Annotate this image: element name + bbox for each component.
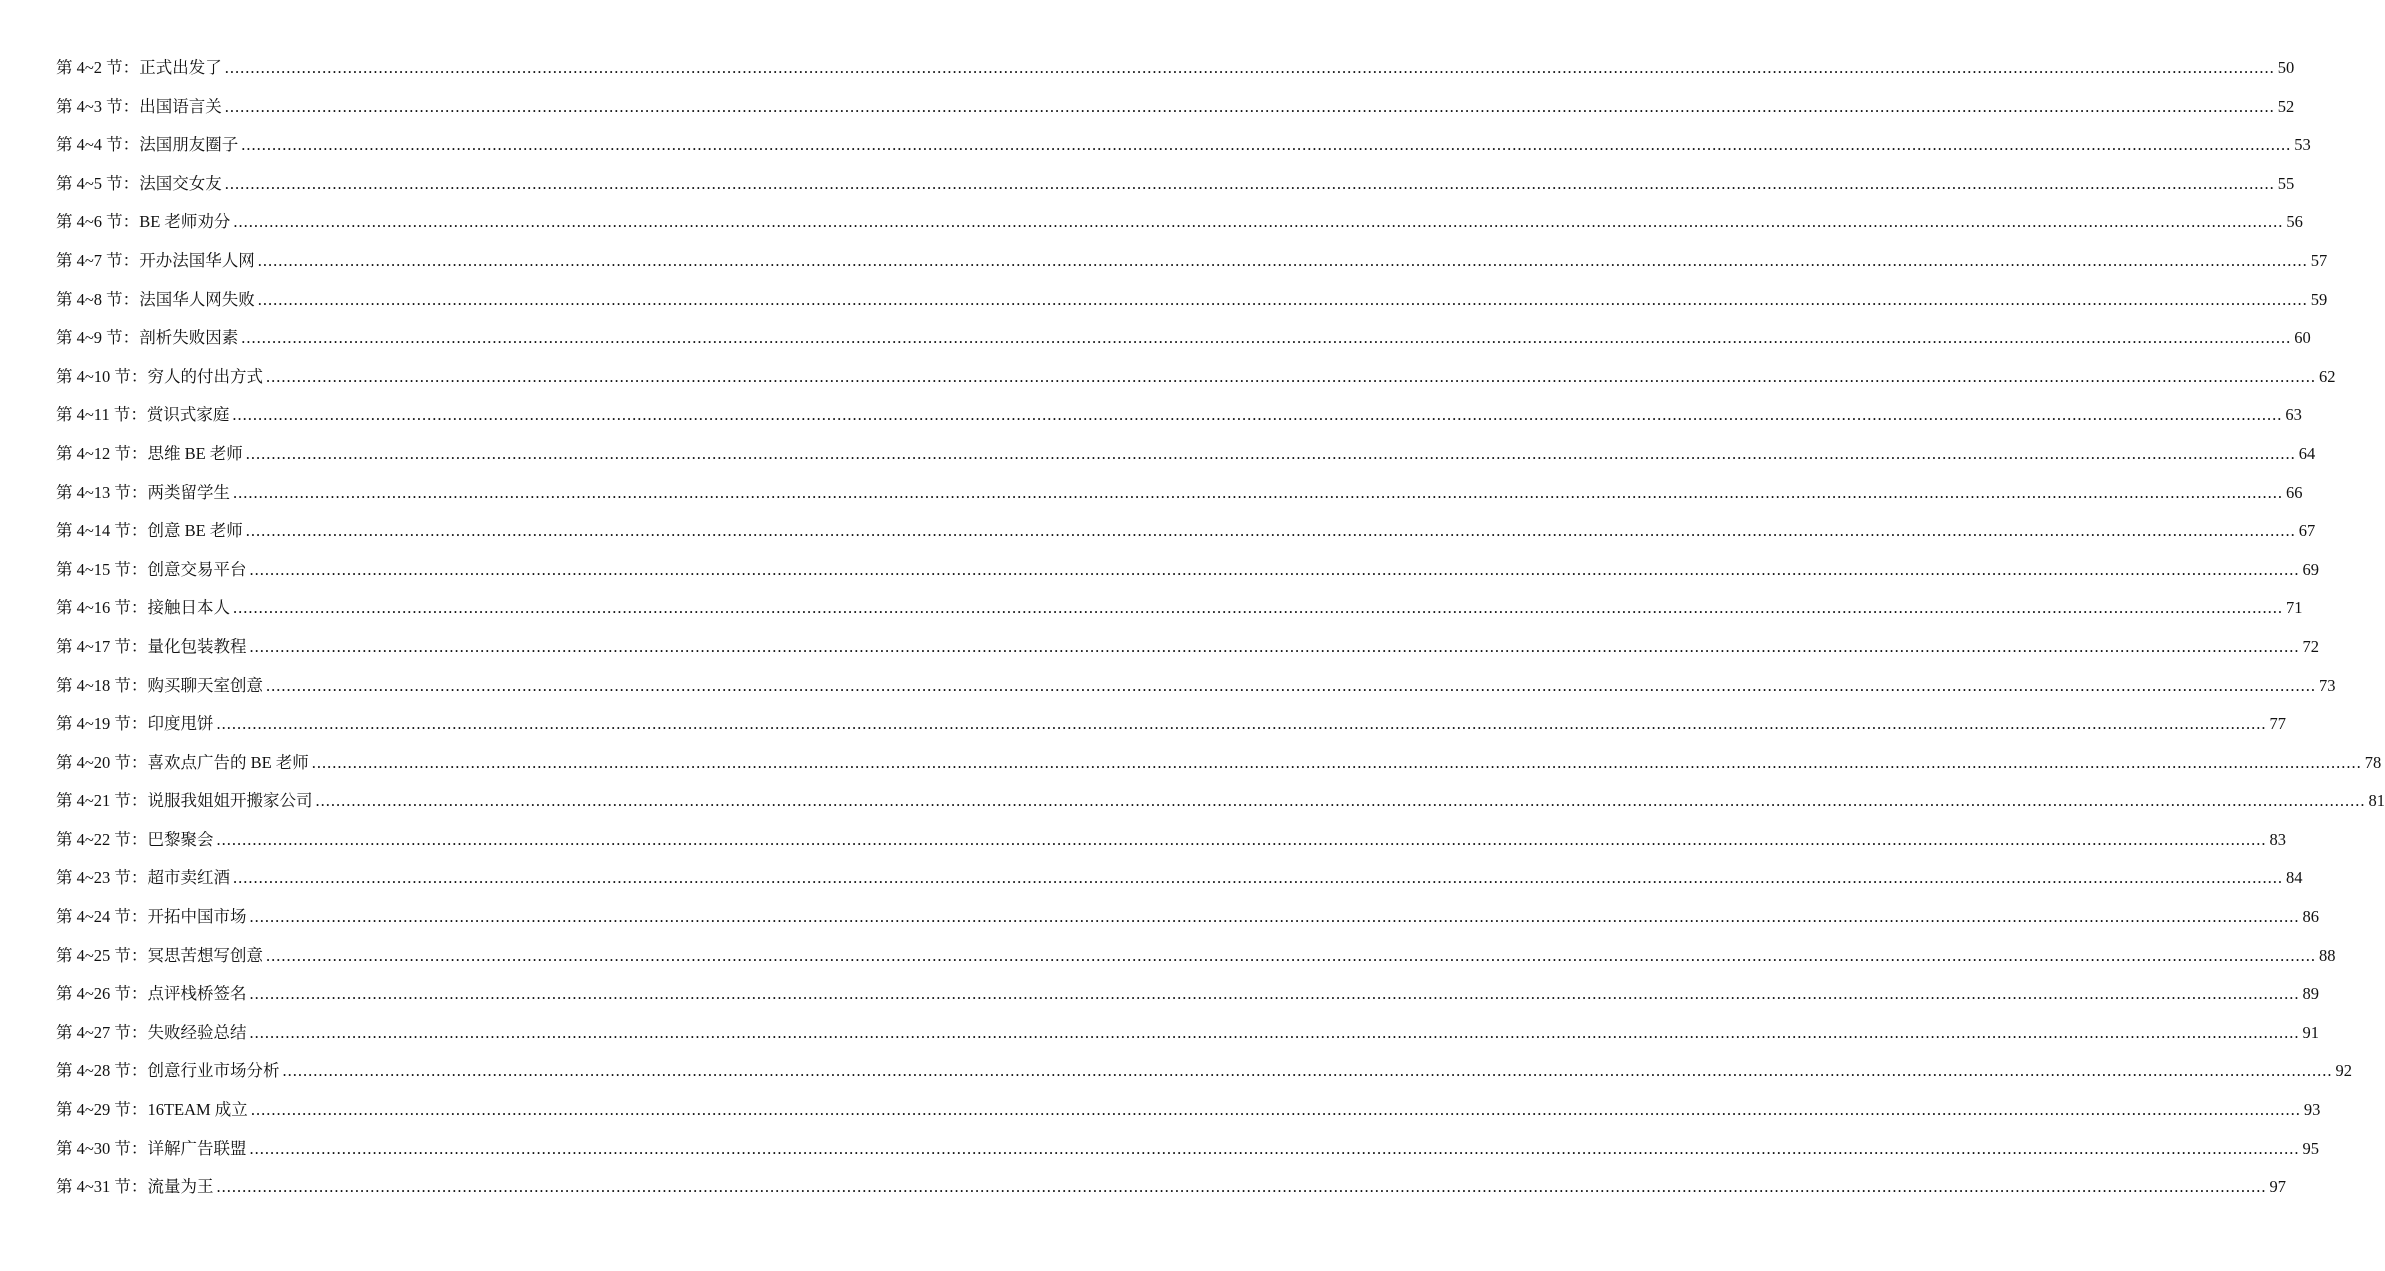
dot-leader: ................................................................................................................................................................................................................................................................................................................................................................................................................ (245, 521, 2296, 541)
toc-entry (56, 825, 2286, 864)
toc-page-number: 93 (2303, 1100, 2321, 1120)
toc-entry (56, 632, 2319, 671)
toc-entry (56, 979, 2319, 1018)
toc-entry-label (56, 207, 230, 237)
toc-page-number: 84 (2285, 868, 2303, 888)
toc-page-number: 91 (2302, 1022, 2319, 1042)
toc-entry-label (56, 593, 230, 623)
toc-section-title: 两类留学生 (147, 482, 230, 502)
toc-section-title: 冥思苦想写创意 (147, 945, 263, 965)
toc-entry (56, 323, 2311, 362)
toc-entry-label (56, 941, 263, 971)
toc-section-title: 穷人的付出方式 (147, 366, 263, 386)
toc-page-number: 53 (2294, 135, 2311, 155)
toc-entry (56, 709, 2286, 748)
toc-page-number: 72 (2302, 636, 2319, 656)
toc-entry-label (56, 400, 229, 430)
toc-page-number: 63 (2285, 405, 2302, 425)
toc-section-title: 巴黎聚会 (147, 829, 214, 849)
toc-entry (56, 400, 2302, 439)
toc-section-number: 第 4~18 节： (56, 675, 148, 695)
toc-section-title: 法国交女友 (139, 173, 222, 193)
dot-leader: ................................................................................................................................................................................................................................................................................................................................................................................................................ (224, 173, 2275, 193)
toc-entry (56, 863, 2303, 902)
toc-page-number: 97 (2269, 1177, 2286, 1197)
dot-leader: ................................................................................................................................................................................................................................................................................................................................................................................................................ (250, 1100, 2301, 1120)
toc-section-title: 详解广告联盟 (147, 1138, 247, 1158)
toc-section-number: 第 4~9 节： (56, 328, 140, 348)
toc-entry-label (56, 1056, 279, 1086)
toc-page-number: 88 (2318, 945, 2336, 965)
toc-entry (56, 246, 2328, 285)
toc-entry-label (56, 825, 213, 855)
toc-section-title: 开办法国华人网 (139, 250, 255, 270)
toc-section-number: 第 4~22 节： (56, 829, 148, 849)
dot-leader: ................................................................................................................................................................................................................................................................................................................................................................................................................ (232, 405, 2283, 425)
dot-leader: ................................................................................................................................................................................................................................................................................................................................................................................................................ (282, 1061, 2333, 1081)
toc-entry (56, 439, 2316, 478)
toc-section-title: 喜欢点广告的 BE 老师 (147, 752, 309, 772)
toc-page-number: 59 (2310, 289, 2328, 309)
dot-leader: ................................................................................................................................................................................................................................................................................................................................................................................................................ (257, 250, 2308, 270)
toc-section-title: 量化包装教程 (147, 636, 247, 656)
toc-entry-label (56, 169, 222, 199)
toc-section-number: 第 4~28 节： (56, 1061, 148, 1081)
toc-entry-label (56, 786, 312, 816)
toc-entry (56, 1056, 2352, 1095)
toc-page-number: 73 (2318, 675, 2336, 695)
toc-section-title: 正式出发了 (139, 58, 222, 77)
toc-entry-label (56, 902, 246, 932)
toc-page-number: 92 (2335, 1061, 2352, 1081)
toc-entry (56, 1018, 2319, 1057)
toc-entry-label (56, 53, 222, 83)
dot-leader: ................................................................................................................................................................................................................................................................................................................................................................................................................ (265, 675, 2316, 695)
toc-entry-label (56, 632, 246, 662)
toc-section-title: 创意交易平台 (147, 559, 247, 579)
toc-entry (56, 207, 2303, 246)
toc-page-number: 60 (2294, 328, 2311, 348)
dot-leader: ................................................................................................................................................................................................................................................................................................................................................................................................................ (249, 559, 2300, 579)
toc-section-number: 第 4~3 节： (56, 96, 140, 116)
dot-leader: ................................................................................................................................................................................................................................................................................................................................................................................................................ (249, 907, 2300, 927)
toc-page-number: 89 (2302, 984, 2319, 1004)
toc-section-number: 第 4~17 节： (56, 636, 148, 656)
dot-leader: ................................................................................................................................................................................................................................................................................................................................................................................................................ (216, 1177, 2267, 1197)
toc-section-title: 购买聊天室创意 (147, 675, 263, 695)
toc-entry (56, 362, 2336, 401)
dot-leader: ................................................................................................................................................................................................................................................................................................................................................................................................................ (216, 829, 2267, 849)
toc-section-title: 创意行业市场分析 (147, 1061, 280, 1081)
toc-section-title: 超市卖红酒 (147, 868, 230, 888)
toc-section-number: 第 4~20 节： (56, 752, 148, 772)
dot-leader: ................................................................................................................................................................................................................................................................................................................................................................................................................ (241, 328, 2292, 348)
dot-leader: ................................................................................................................................................................................................................................................................................................................................................................................................................ (265, 366, 2316, 386)
toc-page-number: 69 (2302, 559, 2319, 579)
toc-entry (56, 671, 2336, 710)
toc-entry-label (56, 246, 255, 276)
toc-page-number: 77 (2269, 714, 2286, 734)
toc-page-number: 83 (2269, 829, 2286, 849)
toc-page-number: 86 (2302, 907, 2319, 927)
toc-entry (56, 92, 2295, 131)
toc-section-number: 第 4~4 节： (56, 135, 140, 155)
toc-section-number: 第 4~30 节： (56, 1138, 148, 1158)
toc-page-number: 57 (2310, 250, 2328, 270)
toc-entry-label (56, 285, 255, 315)
toc-entry (56, 593, 2303, 632)
toc-section-number: 第 4~15 节： (56, 559, 148, 579)
toc-entry (56, 555, 2319, 594)
toc-section-title: 法国华人网失败 (139, 289, 255, 309)
toc-section-number: 第 4~24 节： (56, 907, 148, 927)
toc-page-number: 52 (2277, 96, 2295, 116)
toc-entry (56, 1095, 2321, 1134)
toc-section-number: 第 4~27 节： (56, 1022, 148, 1042)
toc-section-title: 失败经验总结 (147, 1022, 247, 1042)
toc-entry (56, 1134, 2319, 1173)
toc-section-number: 第 4~26 节： (56, 984, 148, 1004)
dot-leader: ................................................................................................................................................................................................................................................................................................................................................................................................................ (249, 636, 2300, 656)
toc-section-title: 16TEAM 成立 (147, 1100, 248, 1120)
toc-entry-label (56, 439, 243, 469)
toc-section-number: 第 4~11 节： (56, 405, 147, 425)
toc-entry (56, 285, 2328, 324)
toc-entry-label (56, 516, 243, 546)
toc-section-number: 第 4~2 节： (56, 58, 140, 77)
dot-leader: ................................................................................................................................................................................................................................................................................................................................................................................................................ (224, 58, 2275, 77)
toc-entry-label (56, 748, 309, 778)
toc-page-number: 78 (2364, 752, 2382, 772)
toc-section-title: 赏识式家庭 (146, 405, 230, 425)
toc-entry (56, 169, 2295, 208)
toc-entry (56, 786, 2385, 825)
toc-section-number: 第 4~23 节： (56, 868, 148, 888)
toc-section-number: 第 4~14 节： (56, 521, 148, 541)
toc-entry (56, 1172, 2286, 1211)
toc-section-number: 第 4~8 节： (56, 289, 140, 309)
toc-entry-label (56, 979, 246, 1009)
toc-section-number: 第 4~21 节： (56, 791, 148, 811)
toc-entry-label (56, 1134, 246, 1164)
toc-section-number: 第 4~6 节： (56, 212, 140, 232)
toc-entry-label (56, 323, 238, 353)
toc-section-title: 法国朋友圈子 (139, 135, 239, 155)
dot-leader: ................................................................................................................................................................................................................................................................................................................................................................................................................ (232, 868, 2283, 888)
toc-page-number: 95 (2302, 1138, 2319, 1158)
dot-leader: ................................................................................................................................................................................................................................................................................................................................................................................................................ (249, 1022, 2300, 1042)
toc-page-number: 71 (2285, 598, 2303, 618)
toc-section-title: 出国语言关 (139, 96, 222, 116)
toc-section-number: 第 4~12 节： (56, 443, 148, 463)
toc-section-title: 开拓中国市场 (147, 907, 247, 927)
dot-leader: ................................................................................................................................................................................................................................................................................................................................................................................................................ (232, 482, 2283, 502)
toc-section-title: 思维 BE 老师 (147, 443, 243, 463)
toc-entry-label (56, 1095, 248, 1125)
table-of-contents (56, 53, 2385, 1211)
toc-entry-label (56, 863, 230, 893)
toc-section-title: 接触日本人 (147, 598, 230, 618)
dot-leader: ................................................................................................................................................................................................................................................................................................................................................................................................................ (216, 714, 2267, 734)
toc-section-title: 流量为王 (147, 1177, 214, 1197)
toc-entry (56, 130, 2311, 169)
toc-section-number: 第 4~19 节： (56, 714, 148, 734)
toc-entry-label (56, 1172, 213, 1202)
toc-entry-label (56, 478, 230, 508)
toc-entry-label (56, 555, 246, 585)
toc-page-number: 55 (2277, 173, 2295, 193)
toc-entry-label (56, 92, 222, 122)
toc-entry (56, 941, 2336, 980)
toc-entry-label (56, 1018, 246, 1048)
dot-leader: ................................................................................................................................................................................................................................................................................................................................................................................................................ (232, 598, 2283, 618)
toc-section-title: 说服我姐姐开搬家公司 (147, 791, 313, 811)
toc-entry (56, 478, 2303, 517)
toc-entry (56, 748, 2382, 787)
toc-section-number: 第 4~25 节： (56, 945, 148, 965)
dot-leader: ................................................................................................................................................................................................................................................................................................................................................................................................................ (257, 289, 2308, 309)
toc-entry-label (56, 709, 213, 739)
toc-section-title: 点评栈桥签名 (147, 984, 247, 1004)
toc-section-number: 第 4~10 节： (56, 366, 148, 386)
dot-leader: ................................................................................................................................................................................................................................................................................................................................................................................................................ (241, 135, 2292, 155)
toc-section-number: 第 4~29 节： (56, 1100, 148, 1120)
toc-page-number: 67 (2298, 521, 2316, 541)
toc-section-title: 印度甩饼 (147, 714, 214, 734)
toc-section-number: 第 4~7 节： (56, 250, 140, 270)
dot-leader: ................................................................................................................................................................................................................................................................................................................................................................................................................ (249, 1138, 2300, 1158)
toc-page-number: 62 (2318, 366, 2336, 386)
toc-entry (56, 516, 2316, 555)
toc-entry (56, 53, 2295, 92)
toc-section-number: 第 4~16 节： (56, 598, 148, 618)
toc-page-number: 66 (2285, 482, 2303, 502)
dot-leader: ................................................................................................................................................................................................................................................................................................................................................................................................................ (249, 984, 2300, 1004)
toc-page-number: 81 (2368, 791, 2385, 811)
toc-page-number: 64 (2298, 443, 2316, 463)
toc-section-number: 第 4~5 节： (56, 173, 140, 193)
dot-leader: ................................................................................................................................................................................................................................................................................................................................................................................................................ (245, 443, 2296, 463)
dot-leader: ................................................................................................................................................................................................................................................................................................................................................................................................................ (311, 752, 2362, 772)
toc-section-title: BE 老师劝分 (139, 212, 231, 232)
toc-entry-label (56, 362, 263, 392)
toc-entry-label (56, 671, 263, 701)
toc-section-number: 第 4~31 节： (56, 1177, 148, 1197)
dot-leader: ................................................................................................................................................................................................................................................................................................................................................................................................................ (265, 945, 2316, 965)
toc-entry-label (56, 130, 238, 160)
toc-entry (56, 902, 2319, 941)
dot-leader: ................................................................................................................................................................................................................................................................................................................................................................................................................ (233, 212, 2284, 232)
dot-leader: ................................................................................................................................................................................................................................................................................................................................................................................................................ (224, 96, 2275, 116)
toc-section-title: 创意 BE 老师 (147, 521, 243, 541)
dot-leader: ................................................................................................................................................................................................................................................................................................................................................................................................................ (315, 791, 2366, 811)
toc-section-title: 剖析失败因素 (139, 328, 239, 348)
toc-section-number: 第 4~13 节： (56, 482, 148, 502)
toc-page-number: 50 (2277, 58, 2295, 77)
toc-page-number: 56 (2286, 212, 2303, 232)
